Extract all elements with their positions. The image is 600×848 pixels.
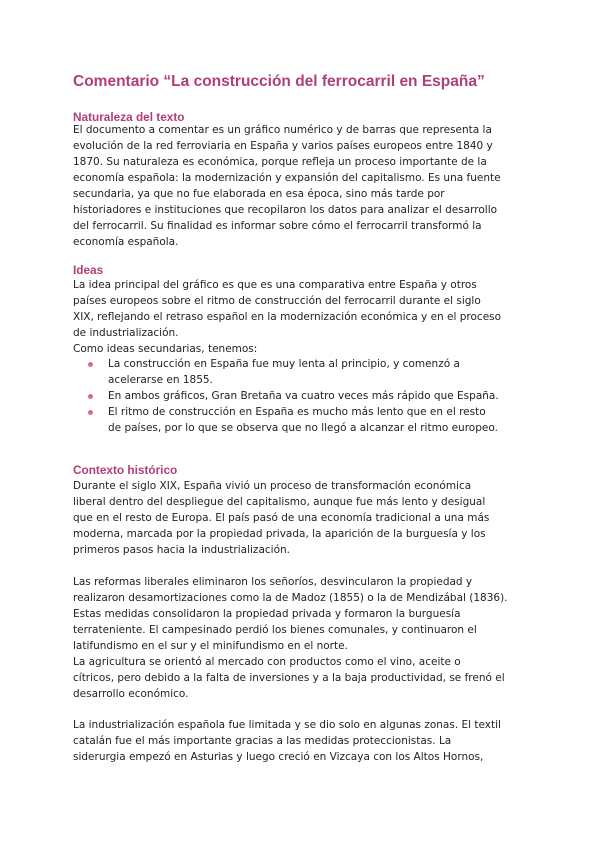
text-line: siderurgia empezó en Asturias y luego creció en Vizcaya con los Altos Hornos,	[73, 751, 484, 763]
text-line: del ferrocarril. Su finalidad es informar sobre cómo el ferrocarril transformó la	[73, 220, 482, 232]
bullet-dot	[88, 362, 93, 367]
text-line: 1870. Su naturaleza es económica, porque refleja un proceso importante de la	[73, 156, 487, 168]
bullet-dot	[88, 394, 93, 399]
text-line: latifundismo en el sur y el minifundismo en el norte.	[73, 640, 348, 652]
text-line: El documento a comentar es un gráfico numérico y de barras que representa la	[73, 124, 492, 136]
heading-naturaleza: Naturaleza del texto	[73, 110, 185, 124]
text-line: Durante el siglo XIX, España vivió un proceso de transformación económica	[73, 480, 472, 492]
text-line: catalán fue el más importante gracias a las medidas proteccionistas. La	[73, 735, 452, 747]
text-line: La industrialización española fue limitada y se dio solo en algunas zonas. El textil	[73, 719, 501, 731]
bullet-dot	[88, 410, 93, 415]
bullet-line: de países, por lo que se observa que no llegó a alcanzar el ritmo europeo.	[108, 422, 498, 434]
text-line: historiadores e instituciones que recopilaron los datos para analizar el desarrollo	[73, 204, 498, 216]
text-line: países europeos sobre el ritmo de construcción del ferrocarril durante el siglo	[73, 295, 481, 307]
heading-contexto: Contexto histórico	[73, 463, 178, 477]
bullet-line: En ambos gráficos, Gran Bretaña va cuatro veces más rápido que España.	[108, 390, 499, 402]
bullet-line: El ritmo de construcción en España es mucho más lento que en el resto	[108, 406, 486, 418]
bullet-line: La construcción en España fue muy lenta al principio, y comenzó a	[108, 358, 460, 370]
text-line: economía española.	[73, 236, 179, 248]
heading-ideas: Ideas	[73, 263, 104, 277]
text-line: Estas medidas consolidaron la propiedad privada y formaron la burguesía	[73, 608, 461, 620]
text-line: Las reformas liberales eliminaron los señoríos, desvincularon la propiedad y	[73, 576, 473, 588]
text-line: primeros pasos hacia la industrialización.	[73, 544, 290, 556]
text-line: secundaria, ya que no fue elaborada en esa época, sino más tarde por	[73, 188, 445, 200]
text-line: de industrialización.	[73, 327, 179, 339]
text-line: economía española: la modernización y expansión del capitalismo. Es una fuente	[73, 172, 501, 184]
bullet-line: acelerarse en 1855.	[108, 374, 213, 386]
text-line: moderna, marcada por la propiedad privada, la aparición de la burguesía y los	[73, 528, 486, 540]
text-line: Como ideas secundarias, tenemos:	[73, 343, 258, 355]
text-line: cítricos, pero debido a la falta de inversiones y a la baja productividad, se frenó el	[73, 672, 505, 684]
text-line: liberal dentro del despliegue del capitalismo, aunque fue más lento y desigual	[73, 496, 486, 508]
text-line: que en el resto de Europa. El país pasó de una economía tradicional a una más	[73, 512, 490, 524]
text-line: La idea principal del gráfico es que es una comparativa entre España y otros	[73, 279, 477, 291]
text-line: realizaron desamortizaciones como la de Madoz (1855) o la de Mendizábal (1836).	[73, 592, 508, 604]
text-line: La agricultura se orientó al mercado con productos como el vino, aceite o	[73, 656, 461, 668]
text-line: terrateniente. El campesinado perdió los bienes comunales, y continuaron el	[73, 624, 477, 636]
text-line: XIX, reflejando el retraso español en la modernización económica y en el proceso	[73, 311, 502, 323]
page-title: Comentario “La construcción del ferrocarril en España”	[73, 73, 485, 90]
text-line: evolución de la red ferroviaria en España y varios países europeos entre 1840 y	[73, 140, 493, 152]
text-line: desarrollo económico.	[73, 688, 189, 700]
